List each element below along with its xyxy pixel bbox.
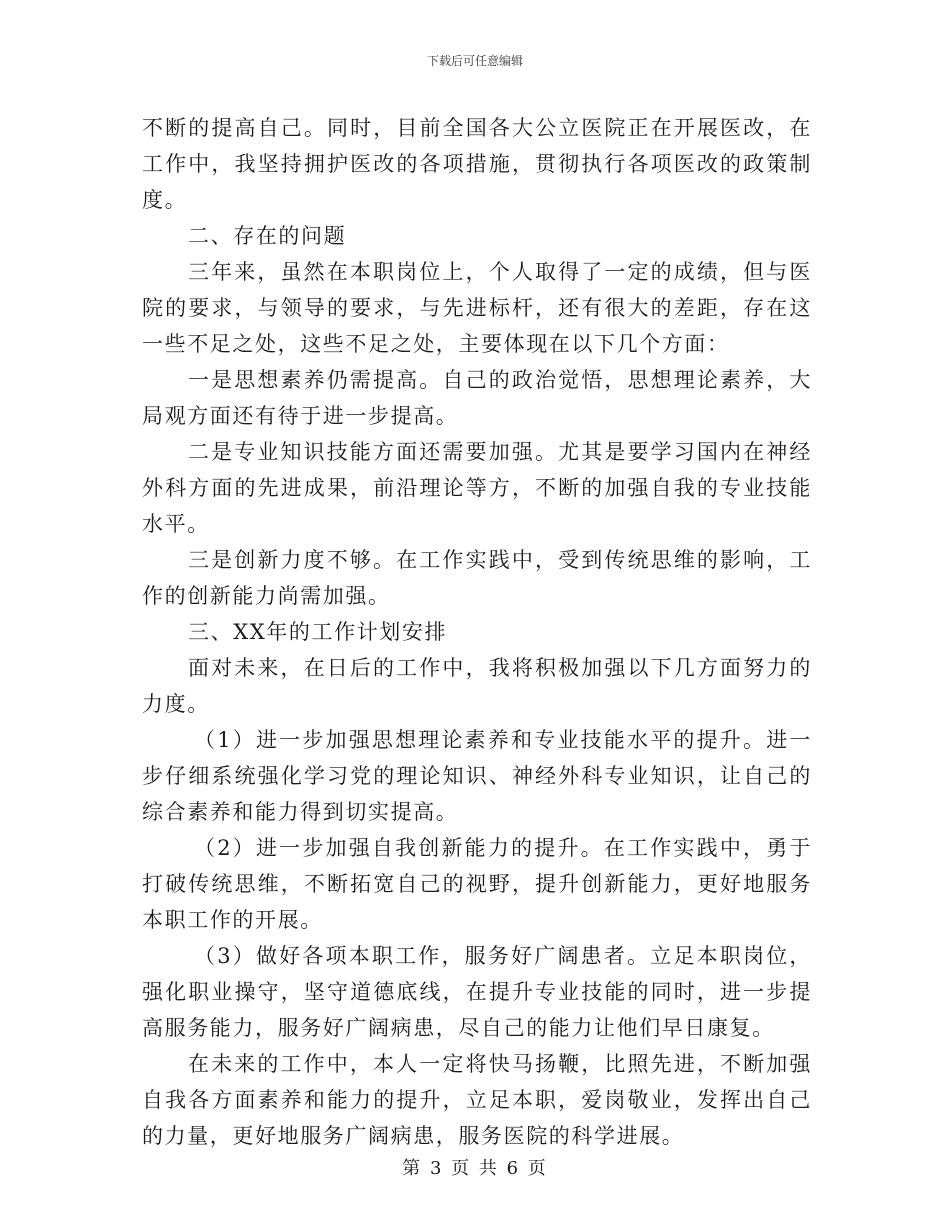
page-number-footer: 第 3 页 共 6 页: [402, 1158, 548, 1179]
plan-item-3: （3）做好各项本职工作，服务好广阔患者。立足本职岗位，强化职业操守，坚守道德底线，在提升专业技能的同时，进一步提高服务能力，服务好广阔病患，尽自己的能力让他们早日康复。: [142, 944, 812, 1040]
paragraph-1: 不断的提高自己。同时，目前全国各大公立医院正在开展医改，在工作中，我坚持拥护医改的各项措施，贯彻执行各项医改的政策制度。: [142, 116, 812, 212]
paragraph-8: 面对未来，在日后的工作中，我将积极加强以下几方面努力的力度。: [142, 656, 812, 716]
paragraph-4: 一是思想素养仍需提高。自己的政治觉悟，思想理论素养，大局观方面还有待于进一步提高。: [142, 368, 812, 428]
paragraph-5: 二是专业知识技能方面还需要加强。尤其是要学习国内在神经外科方面的先进成果，前沿理论等方，不断的加强自我的专业技能水平。: [142, 440, 812, 536]
plan-item-1: （1）进一步加强思想理论素养和专业技能水平的提升。进一步仔细系统强化学习党的理论知识、神经外科专业知识，让自己的综合素养和能力得到切实提高。: [142, 728, 812, 824]
plan-item-2: （2）进一步加强自我创新能力的提升。在工作实践中，勇于打破传统思维，不断拓宽自己的视野，提升创新能力，更好地服务本职工作的开展。: [142, 836, 812, 932]
paragraph-closing: 在未来的工作中，本人一定将快马扬鞭，比照先进，不断加强自我各方面素养和能力的提升，立足本职，爱岗敬业，发挥出自己的力量，更好地服务广阔病患，服务医院的科学进展。: [142, 1052, 812, 1148]
paragraph-6: 三是创新力度不够。在工作实践中，受到传统思维的影响，工作的创新能力尚需加强。: [142, 548, 812, 608]
page-header: 下载后可任意编辑: [426, 54, 523, 68]
section-heading-plan: 三、XX年的工作计划安排: [188, 620, 448, 644]
section-heading-problems: 二、存在的问题: [188, 224, 347, 248]
paragraph-3: 三年来，虽然在本职岗位上，个人取得了一定的成绩，但与医院的要求，与领导的要求，与先进标杆，还有很大的差距，存在这一些不足之处，这些不足之处，主要体现在以下几个方面：: [142, 260, 812, 356]
document-body: [142, 110, 812, 1154]
